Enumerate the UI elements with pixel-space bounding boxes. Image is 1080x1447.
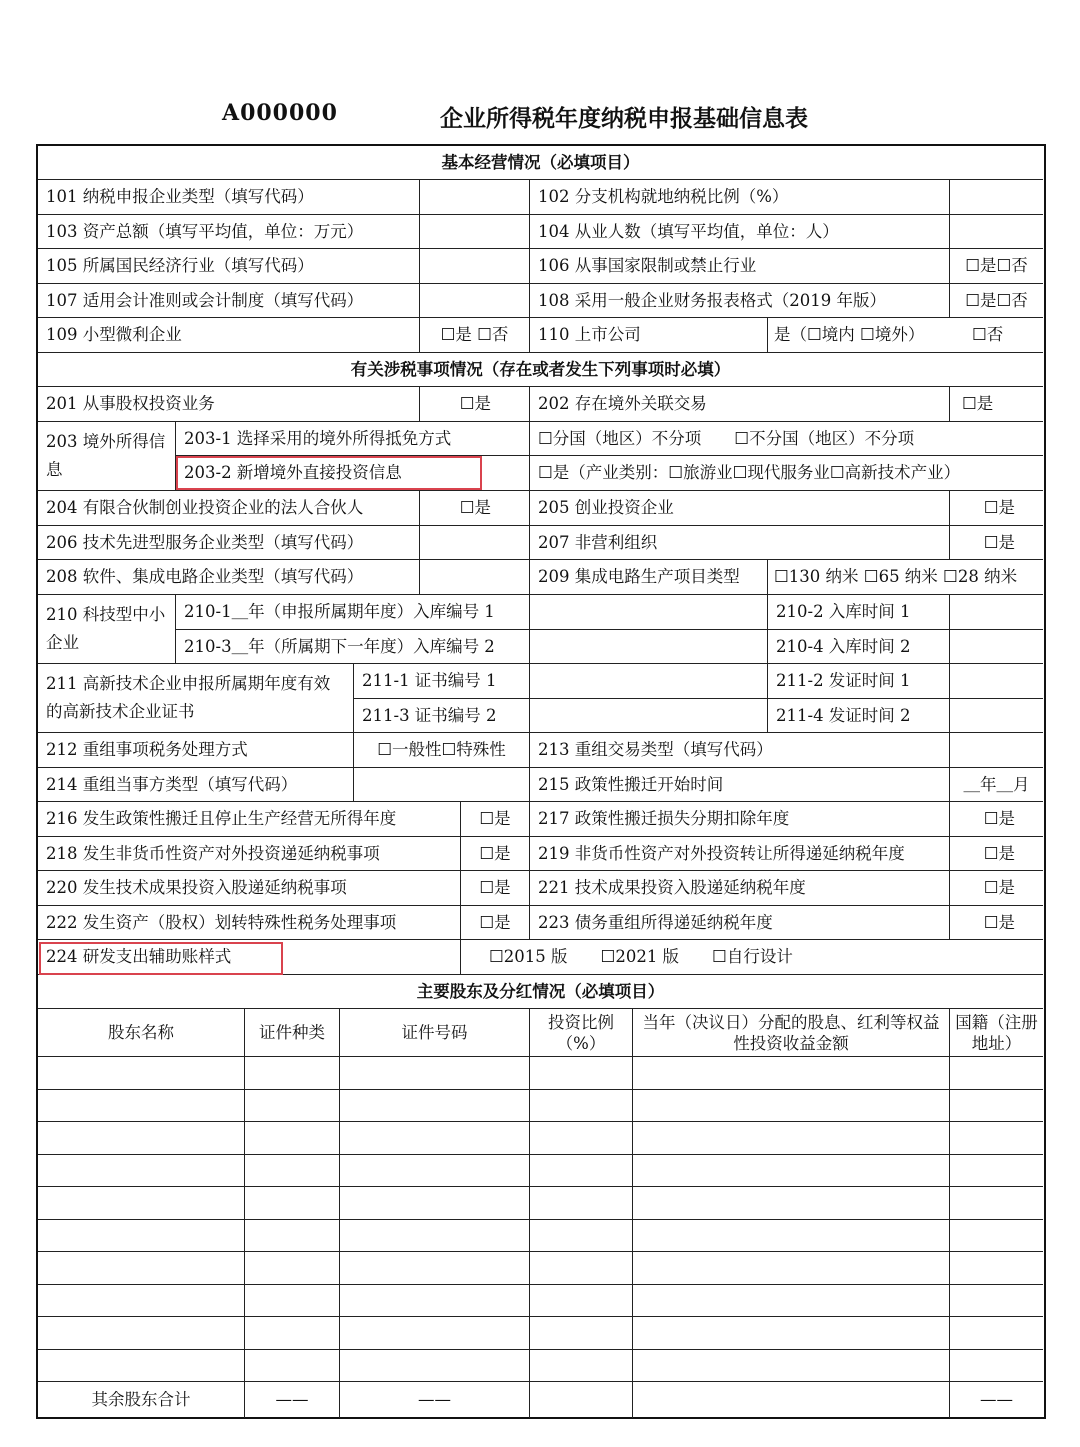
row-220-label: 220 发生技术成果投资入股递延纳税事项: [38, 871, 461, 906]
row-211-2-value[interactable]: [950, 664, 1043, 699]
form-table: [36, 144, 1046, 1419]
row-212-label: 212 重组事项税务处理方式: [38, 733, 354, 768]
col-investment-ratio: 投资比例（%）: [530, 1009, 633, 1057]
row-221-label: 221 技术成果投资入股递延纳税年度: [530, 871, 950, 906]
row-206-value[interactable]: [420, 526, 530, 560]
row-209-label: 209 集成电路生产项目类型: [530, 560, 768, 595]
form-code: A000000: [222, 100, 338, 126]
row-101-value[interactable]: [420, 180, 530, 215]
row-210-3-label: 210-3＿年（所属期下一年度）入库编号 2: [176, 630, 530, 664]
row-210-2-value[interactable]: [950, 595, 1043, 630]
shareholder-row-1-nationality[interactable]: [950, 1057, 1043, 1090]
row-206-label: 206 技术先进型服务企业类型（填写代码）: [38, 526, 420, 560]
highlight-224: [39, 942, 283, 975]
shareholder-row-4-dividend[interactable]: [633, 1155, 950, 1188]
shareholder-row-3-dividend[interactable]: [633, 1122, 950, 1155]
row-213-label: 213 重组交易类型（填写代码）: [530, 733, 950, 768]
row-201-label: 201 从事股权投资业务: [38, 387, 420, 422]
shareholder-row-4-nationality[interactable]: [950, 1155, 1043, 1188]
row-224-label: 224 研发支出辅助账样式: [38, 940, 461, 975]
shareholder-row-3-nationality[interactable]: [950, 1122, 1043, 1155]
row-218-label: 218 发生非货币性资产对外投资递延纳税事项: [38, 837, 461, 871]
shareholder-row-3-id-type[interactable]: [245, 1122, 340, 1155]
shareholder-row-6-ratio[interactable]: [530, 1220, 633, 1253]
section-basic-header: 基本经营情况（必填项目）: [38, 146, 1043, 180]
row-211-4-label: 211-4 发证时间 2: [768, 699, 950, 733]
row-211-4-value[interactable]: [950, 699, 1043, 733]
row-105-label: 105 所属国民经济行业（填写代码）: [38, 249, 420, 284]
row-102-label: 102 分支机构就地纳税比例（%）: [530, 180, 950, 215]
shareholder-row-6-dividend[interactable]: [633, 1220, 950, 1253]
row-223-label: 223 债务重组所得递延纳税年度: [530, 906, 950, 940]
row-210-1-value[interactable]: [530, 595, 768, 630]
shareholder-row-2-ratio[interactable]: [530, 1090, 633, 1123]
row-210-1-label: 210-1＿年（申报所属期年度）入库编号 1: [176, 595, 530, 630]
shareholder-row-9-id-number[interactable]: [340, 1317, 530, 1350]
row-220-checkbox[interactable]: ☐是: [461, 871, 530, 906]
row-107-value[interactable]: [420, 284, 530, 318]
footer-dividend[interactable]: [633, 1382, 950, 1418]
row-210-4-label: 210-4 入库时间 2: [768, 630, 950, 664]
row-109-label: 109 小型微利企业: [38, 318, 420, 353]
shareholder-row-2-id-number[interactable]: [340, 1090, 530, 1123]
shareholder-row-8-id-type[interactable]: [245, 1285, 340, 1318]
row-215-label: 215 政策性搬迁开始时间: [530, 768, 950, 802]
shareholder-row-5-id-number[interactable]: [340, 1187, 530, 1220]
row-211-3-label: 211-3 证书编号 2: [354, 699, 530, 733]
row-211-2-label: 211-2 发证时间 1: [768, 664, 950, 699]
shareholder-row-10-name[interactable]: [38, 1350, 245, 1383]
shareholder-row-8-nationality[interactable]: [950, 1285, 1043, 1318]
row-110-checkbox-no[interactable]: ☐否: [950, 318, 1043, 353]
row-106-checkbox[interactable]: ☐是☐否: [950, 249, 1043, 284]
row-104-value[interactable]: [950, 215, 1043, 249]
row-217-label: 217 政策性搬迁损失分期扣除年度: [530, 802, 950, 837]
row-223-checkbox[interactable]: ☐是: [950, 906, 1043, 940]
row-204-label: 204 有限合伙制创业投资企业的法人合伙人: [38, 491, 420, 526]
shareholder-row-7-name[interactable]: [38, 1252, 245, 1285]
shareholder-row-2-nationality[interactable]: [950, 1090, 1043, 1123]
footer-id-number-dash: ——: [340, 1382, 530, 1418]
shareholder-row-8-name[interactable]: [38, 1285, 245, 1318]
row-203-1-label: 203-1 选择采用的境外所得抵免方式: [176, 422, 530, 456]
row-221-checkbox[interactable]: ☐是: [950, 871, 1043, 906]
row-211-3-value[interactable]: [530, 699, 768, 733]
shareholder-row-2-dividend[interactable]: [633, 1090, 950, 1123]
row-218-checkbox[interactable]: ☐是: [461, 837, 530, 871]
row-211-1-label: 211-1 证书编号 1: [354, 664, 530, 699]
shareholder-row-1-name[interactable]: [38, 1057, 245, 1090]
shareholder-row-4-ratio[interactable]: [530, 1155, 633, 1188]
row-214-value[interactable]: [354, 768, 530, 802]
row-214-label: 214 重组当事方类型（填写代码）: [38, 768, 354, 802]
row-105-value[interactable]: [420, 249, 530, 284]
shareholder-row-5-nationality[interactable]: [950, 1187, 1043, 1220]
row-109-checkbox[interactable]: ☐是 ☐否: [420, 318, 530, 353]
section-shareholders-header: 主要股东及分红情况（必填项目）: [38, 975, 1043, 1009]
row-211-1-value[interactable]: [530, 664, 768, 699]
col-id-type: 证件种类: [245, 1009, 340, 1057]
row-219-label: 219 非货币性资产对外投资转让所得递延纳税年度: [530, 837, 950, 871]
row-102-value[interactable]: [950, 180, 1043, 215]
shareholder-row-6-id-number[interactable]: [340, 1220, 530, 1253]
footer-ratio[interactable]: [530, 1382, 633, 1418]
row-208-label: 208 软件、集成电路企业类型（填写代码）: [38, 560, 420, 595]
shareholder-row-9-name[interactable]: [38, 1317, 245, 1350]
row-103-value[interactable]: [420, 215, 530, 249]
shareholder-row-7-dividend[interactable]: [633, 1252, 950, 1285]
shareholder-row-6-id-type[interactable]: [245, 1220, 340, 1253]
col-shareholder-name: 股东名称: [38, 1009, 245, 1057]
row-222-label: 222 发生资产（股权）划转特殊性税务处理事项: [38, 906, 461, 940]
shareholder-row-2-name[interactable]: [38, 1090, 245, 1123]
shareholder-row-4-id-number[interactable]: [340, 1155, 530, 1188]
col-nationality: 国籍（注册地址）: [950, 1009, 1043, 1057]
shareholder-row-9-ratio[interactable]: [530, 1317, 633, 1350]
row-216-checkbox[interactable]: ☐是: [461, 802, 530, 837]
row-201-checkbox[interactable]: ☐是: [420, 387, 530, 422]
row-204-checkbox[interactable]: ☐是: [420, 491, 530, 526]
shareholder-row-4-name[interactable]: [38, 1155, 245, 1188]
row-202-checkbox[interactable]: ☐是: [950, 387, 1043, 422]
row-210-3-value[interactable]: [530, 630, 768, 664]
section-tax-header: 有关涉税事项情况（存在或者发生下列事项时必填）: [38, 353, 1043, 387]
form-header: [0, 100, 1080, 134]
shareholder-row-9-id-type[interactable]: [245, 1317, 340, 1350]
footer-id-type-dash: ——: [245, 1382, 340, 1418]
row-205-label: 205 创业投资企业: [530, 491, 950, 526]
row-207-label: 207 非营利组织: [530, 526, 950, 560]
row-101-label: 101 纳税申报企业类型（填写代码）: [38, 180, 420, 215]
shareholder-row-10-id-type[interactable]: [245, 1350, 340, 1383]
shareholder-row-7-nationality[interactable]: [950, 1252, 1043, 1285]
shareholder-row-5-id-type[interactable]: [245, 1187, 340, 1220]
row-202-label: 202 存在境外关联交易: [530, 387, 950, 422]
shareholder-row-10-id-number[interactable]: [340, 1350, 530, 1383]
shareholder-row-1-ratio[interactable]: [530, 1057, 633, 1090]
col-id-number: 证件号码: [340, 1009, 530, 1057]
row-219-checkbox[interactable]: ☐是: [950, 837, 1043, 871]
shareholder-row-2-id-type[interactable]: [245, 1090, 340, 1123]
row-108-checkbox[interactable]: ☐是☐否: [950, 284, 1043, 318]
shareholder-row-8-ratio[interactable]: [530, 1285, 633, 1318]
highlight-203-2: [176, 456, 482, 490]
row-203-2-label: 203-2 新增境外直接投资信息: [176, 456, 530, 491]
footer-nationality-dash: ——: [980, 1390, 1013, 1409]
footer-remaining-label: 其余股东合计: [38, 1382, 245, 1418]
shareholder-row-1-dividend[interactable]: [633, 1057, 950, 1090]
shareholder-row-3-name[interactable]: [38, 1122, 245, 1155]
row-215-value[interactable]: ＿年＿月: [950, 768, 1043, 802]
shareholder-row-5-name[interactable]: [38, 1187, 245, 1220]
shareholder-row-10-ratio[interactable]: [530, 1350, 633, 1383]
shareholder-row-1-id-number[interactable]: [340, 1057, 530, 1090]
shareholder-row-7-id-number[interactable]: [340, 1252, 530, 1285]
shareholder-row-9-nationality[interactable]: [950, 1317, 1043, 1350]
row-203-1-options[interactable]: ☐分国（地区）不分项 ☐不分国（地区）不分项: [530, 422, 1043, 456]
shareholder-row-8-id-number[interactable]: [340, 1285, 530, 1318]
row-107-label: 107 适用会计准则或会计制度（填写代码）: [38, 284, 420, 318]
row-208-value[interactable]: [420, 560, 530, 595]
shareholder-row-1-id-type[interactable]: [245, 1057, 340, 1090]
row-108-label: 108 采用一般企业财务报表格式（2019 年版）: [530, 284, 950, 318]
row-213-value[interactable]: [950, 733, 1043, 768]
row-110-checkbox-yes[interactable]: 是（☐境内 ☐境外）: [768, 318, 950, 353]
row-211-label: 211 高新技术企业申报所属期年度有效的高新技术企业证书: [38, 664, 354, 733]
row-212-options[interactable]: ☐一般性☐特殊性: [354, 733, 530, 768]
shareholder-row-9-dividend[interactable]: [633, 1317, 950, 1350]
shareholder-row-7-id-type[interactable]: [245, 1252, 340, 1285]
row-222-checkbox[interactable]: ☐是: [461, 906, 530, 940]
row-210-4-value[interactable]: [950, 630, 1043, 664]
row-106-label: 106 从事国家限制或禁止行业: [530, 249, 950, 284]
shareholder-row-3-id-number[interactable]: [340, 1122, 530, 1155]
shareholder-row-10-nationality[interactable]: [950, 1350, 1043, 1383]
row-224-options[interactable]: ☐2015 版 ☐2021 版 ☐自行设计: [461, 940, 1043, 975]
row-207-checkbox[interactable]: ☐是: [950, 526, 1043, 560]
shareholder-row-7-ratio[interactable]: [530, 1252, 633, 1285]
form-title: 企业所得税年度纳税申报基础信息表: [440, 105, 808, 132]
row-110-label: 110 上市公司: [530, 318, 768, 353]
shareholder-row-8-dividend[interactable]: [633, 1285, 950, 1318]
row-209-options[interactable]: ☐130 纳米 ☐65 纳米 ☐28 纳米: [768, 560, 1043, 595]
row-217-checkbox[interactable]: ☐是: [950, 802, 1043, 837]
shareholder-row-10-dividend[interactable]: [633, 1350, 950, 1383]
row-205-checkbox[interactable]: ☐是: [950, 491, 1043, 526]
shareholder-row-3-ratio[interactable]: [530, 1122, 633, 1155]
row-104-label: 104 从业人数（填写平均值，单位：人）: [530, 215, 950, 249]
row-216-label: 216 发生政策性搬迁且停止生产经营无所得年度: [38, 802, 461, 837]
col-dividend-amount: 当年（决议日）分配的股息、红利等权益性投资收益金额: [633, 1009, 950, 1057]
shareholder-row-5-ratio[interactable]: [530, 1187, 633, 1220]
shareholder-row-6-nationality[interactable]: [950, 1220, 1043, 1253]
shareholder-row-4-id-type[interactable]: [245, 1155, 340, 1188]
row-203-2-options[interactable]: ☐是（产业类别：☐旅游业☐现代服务业☐高新技术产业）: [530, 456, 1043, 491]
row-203-label: 203 境外所得信息: [38, 422, 176, 491]
shareholder-row-5-dividend[interactable]: [633, 1187, 950, 1220]
row-210-label: 210 科技型中小企业: [38, 595, 176, 664]
row-103-label: 103 资产总额（填写平均值，单位：万元）: [38, 215, 420, 249]
row-210-2-label: 210-2 入库时间 1: [768, 595, 950, 630]
shareholder-row-6-name[interactable]: [38, 1220, 245, 1253]
